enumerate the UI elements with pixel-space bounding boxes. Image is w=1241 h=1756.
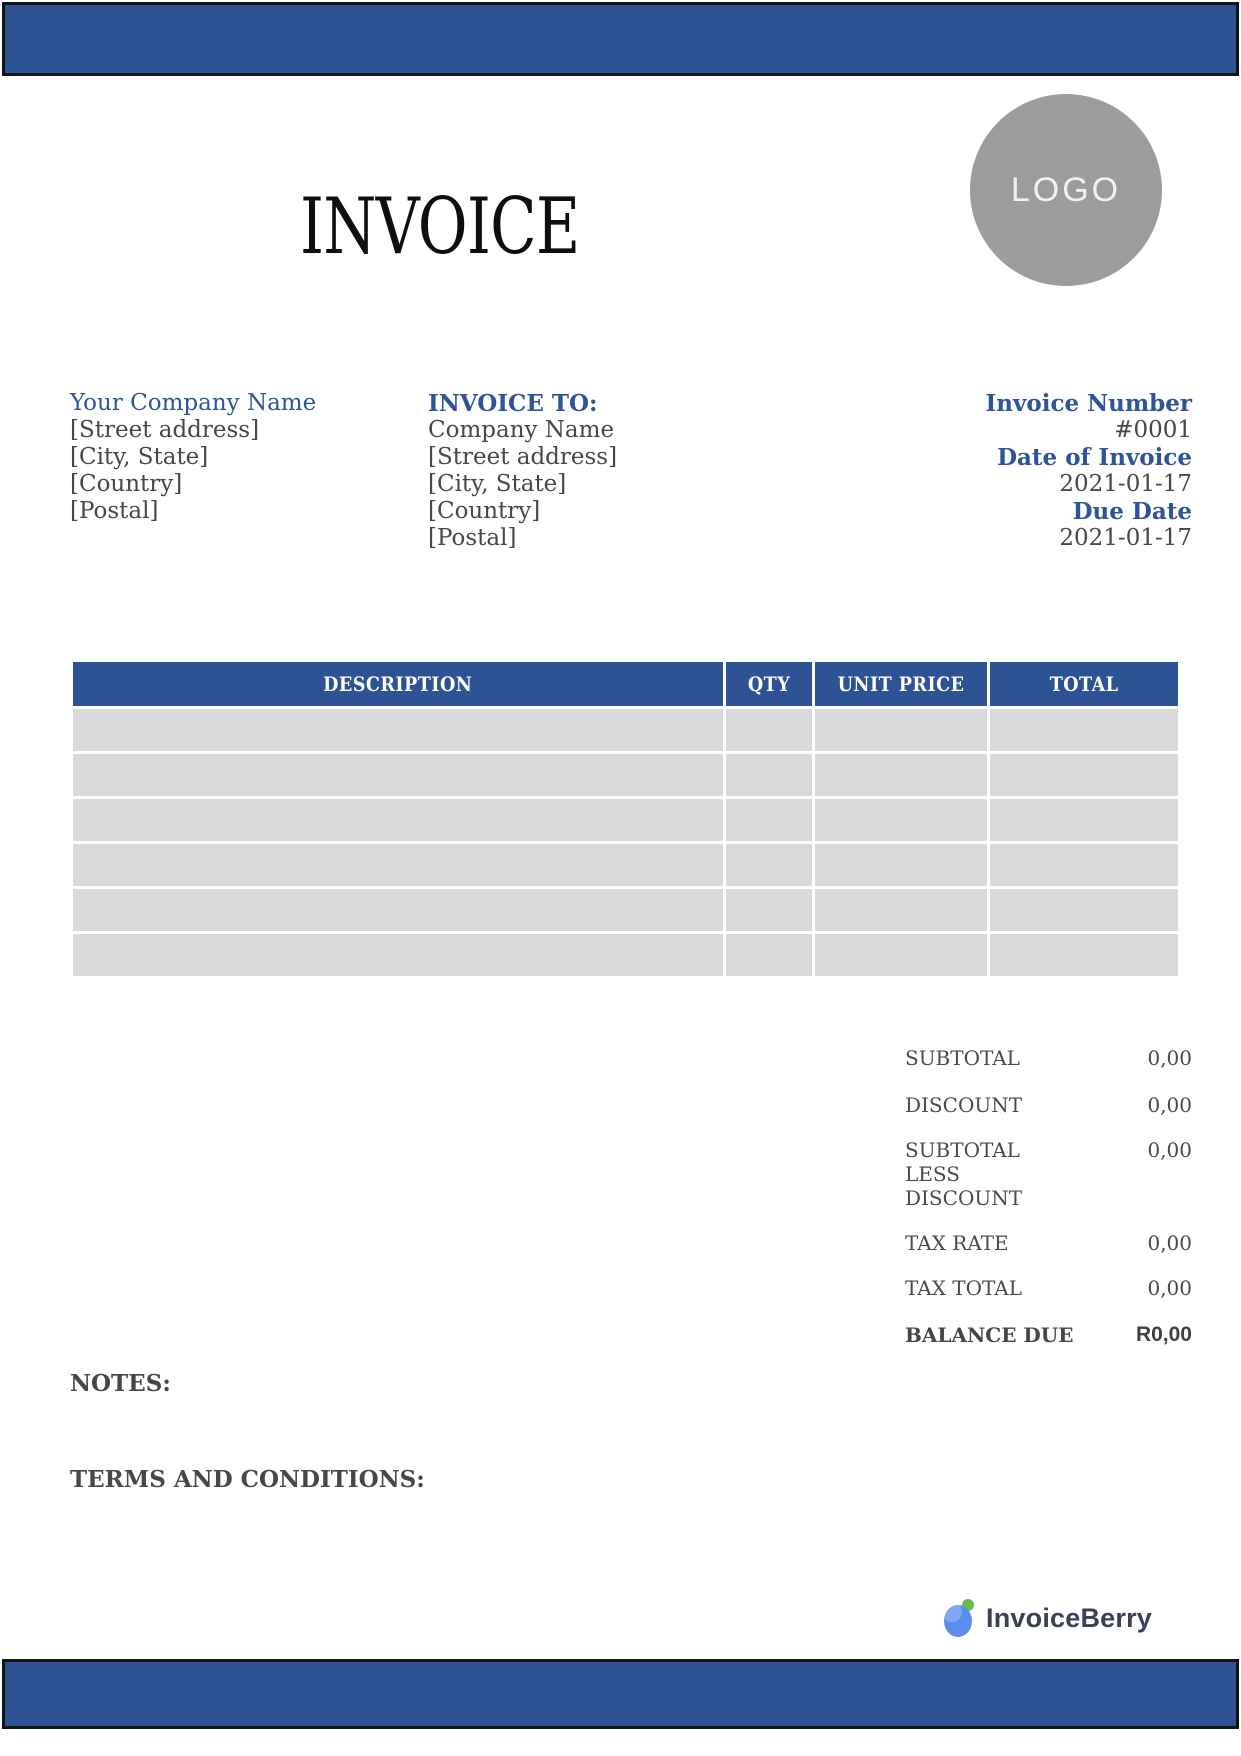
subtotal-less-discount-value: 0,00: [1147, 1138, 1192, 1162]
column-header-qty: QTY: [726, 662, 812, 706]
cell-unit-price: [815, 709, 987, 751]
invoiceberry-berry-icon: [943, 1598, 977, 1638]
top-accent-bar: [2, 2, 1239, 76]
tax-total-row: [905, 1276, 1192, 1300]
recipient-company-name: Company Name: [428, 417, 615, 443]
cell-description: [73, 844, 723, 886]
tax-rate-row: [905, 1231, 1192, 1255]
invoice-date-label: Date of Invoice: [997, 444, 1192, 471]
table-header-row: [73, 662, 1178, 706]
cell-unit-price: [815, 889, 987, 931]
sender-street: [Street address]: [70, 417, 260, 443]
column-header-total: TOTAL: [990, 662, 1178, 706]
cell-total: [990, 934, 1178, 976]
invoice-number-label: Invoice Number: [985, 390, 1192, 417]
cell-qty: [726, 889, 812, 931]
cell-description: [73, 934, 723, 976]
page-title: INVOICE: [300, 182, 580, 272]
cell-total: [990, 889, 1178, 931]
balance-due-value: R0,00: [1135, 1323, 1192, 1346]
sender-postal: [Postal]: [70, 498, 159, 524]
cell-description: [73, 889, 723, 931]
invoiceberry-brand-name: InvoiceBerry: [986, 1602, 1152, 1633]
cell-qty: [726, 754, 812, 796]
sender-block: [70, 390, 316, 525]
cell-unit-price: [815, 754, 987, 796]
tax-total-value: 0,00: [1147, 1276, 1192, 1300]
discount-value: 0,00: [1147, 1093, 1192, 1117]
subtotal-less-discount-row: [905, 1138, 1192, 1210]
cell-total: [990, 844, 1178, 886]
subtotal-label: SUBTOTAL: [905, 1046, 1020, 1070]
cell-total: [990, 754, 1178, 796]
sender-country: [Country]: [70, 471, 183, 497]
cell-unit-price: [815, 934, 987, 976]
due-date-value: 2021-01-17: [1059, 525, 1192, 551]
balance-due-label: BALANCE DUE: [905, 1323, 1074, 1347]
subtotal-row: [905, 1046, 1192, 1070]
table-row: [73, 934, 1178, 976]
sender-company-name: Your Company Name: [70, 390, 317, 416]
recipient-country: [Country]: [428, 498, 541, 524]
recipient-postal: [Postal]: [428, 525, 517, 551]
column-header-unit-price: UNIT PRICE: [815, 662, 987, 706]
sender-city-state: [City, State]: [70, 444, 209, 470]
cell-unit-price: [815, 799, 987, 841]
invoice-date-value: 2021-01-17: [1059, 471, 1192, 497]
balance-due-row: [905, 1323, 1192, 1347]
subtotal-value: 0,00: [1147, 1046, 1192, 1070]
recipient-street: [Street address]: [428, 444, 618, 470]
cell-qty: [726, 799, 812, 841]
table-row: [73, 799, 1178, 841]
logo-placeholder-label: LOGO: [1010, 170, 1122, 209]
table-row: [73, 754, 1178, 796]
logo-placeholder: [970, 94, 1162, 286]
line-items-table: [70, 659, 1181, 979]
invoice-meta-block: [986, 390, 1192, 552]
invoice-number-value: #0001: [1114, 417, 1192, 443]
column-header-description: DESCRIPTION: [73, 662, 723, 706]
table-row: [73, 844, 1178, 886]
terms-label: TERMS AND CONDITIONS:: [70, 1466, 425, 1493]
subtotal-less-discount-label: SUBTOTAL LESS DISCOUNT: [905, 1138, 1023, 1210]
table-row: [73, 889, 1178, 931]
tax-rate-value: 0,00: [1147, 1231, 1192, 1255]
invoice-to-heading: INVOICE TO:: [428, 390, 598, 417]
cell-unit-price: [815, 844, 987, 886]
cell-description: [73, 709, 723, 751]
tax-total-label: TAX TOTAL: [905, 1276, 1022, 1300]
discount-label: DISCOUNT: [905, 1093, 1023, 1117]
recipient-block: [428, 390, 617, 552]
cell-description: [73, 754, 723, 796]
bottom-accent-bar: [2, 1659, 1239, 1729]
invoiceberry-brand: [943, 1598, 1152, 1638]
notes-label: NOTES:: [70, 1370, 171, 1397]
cell-qty: [726, 709, 812, 751]
cell-qty: [726, 934, 812, 976]
recipient-city-state: [City, State]: [428, 471, 567, 497]
cell-total: [990, 799, 1178, 841]
tax-rate-label: TAX RATE: [905, 1231, 1009, 1255]
table-row: [73, 709, 1178, 751]
due-date-label: Due Date: [1072, 498, 1192, 525]
cell-description: [73, 799, 723, 841]
cell-qty: [726, 844, 812, 886]
discount-row: [905, 1093, 1192, 1117]
cell-total: [990, 709, 1178, 751]
